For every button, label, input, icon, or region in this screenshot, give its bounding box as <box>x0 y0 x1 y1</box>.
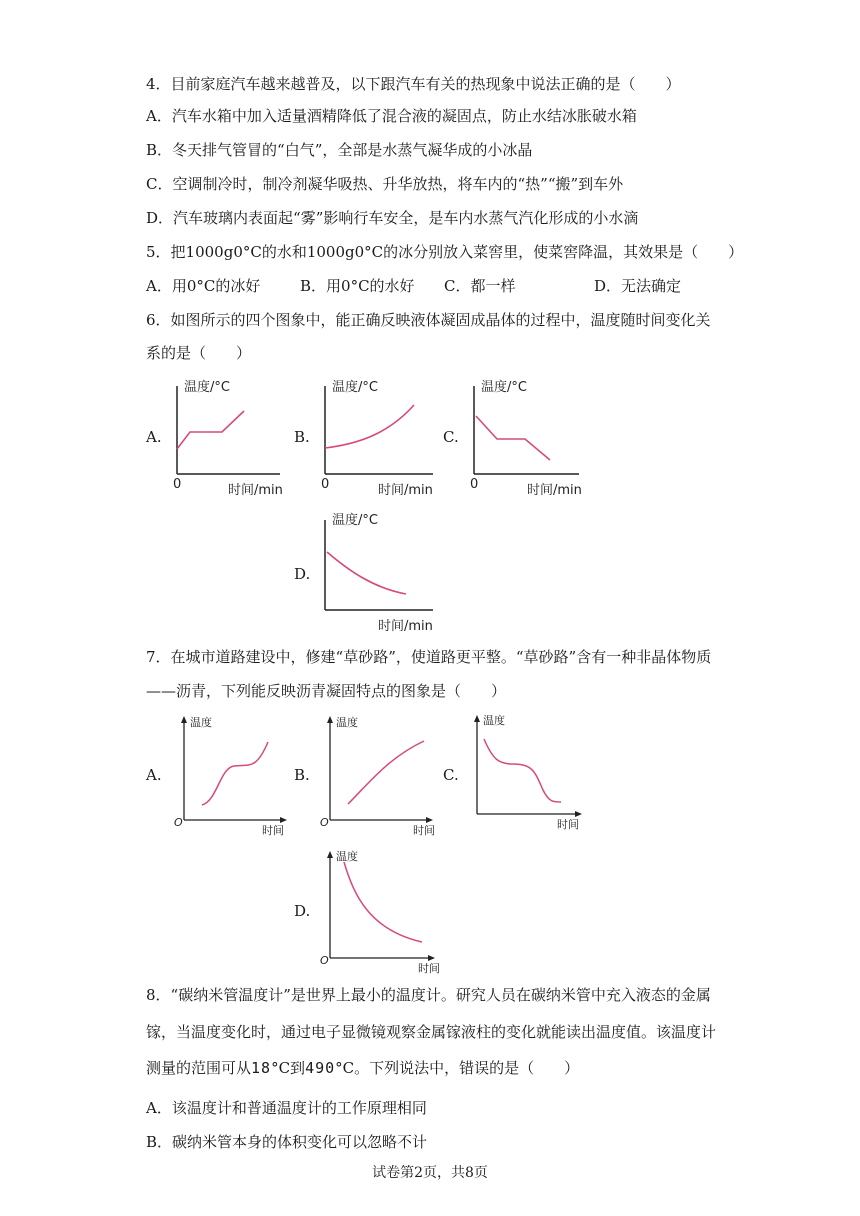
x-axis-arrow <box>575 811 582 817</box>
y-axis-label: 温度/°C <box>481 380 527 395</box>
q8-option-b: B．碳纳米管本身的体积变化可以忽略不计 <box>146 1133 428 1151</box>
y-axis-label: 温度 <box>336 716 358 729</box>
q7-graph-d-label: D. <box>294 902 311 920</box>
q6-graph-a <box>170 376 290 498</box>
page-footer: 试卷第2页，共8页 <box>372 1165 488 1181</box>
temperature-curve <box>202 742 268 805</box>
q6-graph-c-label: C. <box>443 428 459 446</box>
x-axis-label: 时间/min <box>228 483 283 498</box>
temperature-curve <box>325 405 414 448</box>
x-axis-label: 时间 <box>557 818 579 831</box>
q4-stem: 4．目前家庭汽车越来越普及，以下跟汽车有关的热现象中说法正确的是（ ） <box>146 75 681 93</box>
q5-option-d: D．无法确定 <box>594 277 682 295</box>
q4-option-a: A．汽车水箱中加入适量酒精降低了混合液的凝固点，防止水结冰胀破水箱 <box>146 107 637 125</box>
q6-graph-d <box>318 510 442 632</box>
origin-label: 0 <box>470 477 479 492</box>
q5-option-b: B．用0°C的水好 <box>300 277 415 295</box>
y-axis-label: 温度/°C <box>332 380 378 395</box>
q7-graph-d <box>318 848 442 975</box>
origin-label: 0 <box>321 477 330 492</box>
q7-graph-b <box>318 716 442 840</box>
q5-option-c: C．都一样 <box>444 277 516 295</box>
x-axis-label: 时间 <box>413 824 435 837</box>
temperature-curve <box>327 552 406 594</box>
x-axis-arrow <box>426 817 433 823</box>
y-axis-label: 温度 <box>483 714 505 727</box>
q6-graph-a-label: A. <box>146 428 162 446</box>
q8-line3-post: °C。下列说法中，错误的是（ ） <box>335 1059 580 1077</box>
q7-graph-a-label: A. <box>146 766 162 784</box>
y-axis-arrow <box>474 715 480 722</box>
q6-graph-b-label: B. <box>294 428 310 446</box>
temperature-curve <box>348 741 424 804</box>
y-axis-label: 温度 <box>336 850 358 863</box>
q4-option-d: D．汽车玻璃内表面起“雾”影响行车安全，是车内水蒸气汽化形成的小水滴 <box>146 209 639 227</box>
origin-label: O <box>320 816 329 829</box>
q4-option-b: B．冬天排气管冒的“白气”，全部是水蒸气凝华成的小冰晶 <box>146 141 533 159</box>
q4-option-c: C．空调制冷时，制冷剂凝华吸热、升华放热，将车内的“热”“搬”到车外 <box>146 175 624 193</box>
y-axis-arrow <box>327 716 333 723</box>
x-axis-arrow <box>280 817 287 823</box>
q5-option-a: A．用0°C的冰好 <box>146 277 261 295</box>
q8-line3-pre: 测量的范围可从 <box>146 1059 252 1077</box>
q6-graph-d-label: D. <box>294 565 311 583</box>
temperature-curve <box>476 416 550 460</box>
q8-range-min: 18 <box>251 1059 272 1077</box>
q8-line3-mid: °C到 <box>271 1059 306 1077</box>
x-axis-label: 时间 <box>262 824 284 837</box>
q6-graph-b <box>318 376 442 498</box>
y-axis-label: 温度/°C <box>332 513 378 528</box>
x-axis-label: 时间/min <box>378 619 433 634</box>
y-axis-label: 温度 <box>190 716 212 729</box>
q7-graph-c-label: C. <box>443 766 459 784</box>
q7-stem-line2: ——沥青，下列能反映沥青凝固特点的图象是（ ） <box>146 682 507 700</box>
q8-option-a: A．该温度计和普通温度计的工作原理相同 <box>146 1099 427 1117</box>
x-axis-label: 时间/min <box>378 483 433 498</box>
origin-label: O <box>320 954 329 967</box>
origin-label: 0 <box>173 477 182 492</box>
q8-line2: 镓，当温度变化时，通过电子显微镜观察金属镓液柱的变化就能读出温度值。该温度计 <box>146 1023 717 1041</box>
x-axis-label: 时间/min <box>527 483 582 498</box>
q7-graph-c <box>465 712 589 836</box>
x-axis-arrow <box>428 955 435 961</box>
q7-graph-a <box>172 716 292 840</box>
q5-stem: 5．把1000g0°C的水和1000g0°C的冰分别放入菜窖里，使菜窖降温，其效果是（ ） <box>146 243 744 261</box>
y-axis-arrow <box>181 716 187 723</box>
temperature-curve <box>484 739 561 802</box>
q8-line3 <box>146 1058 579 1078</box>
q7-graph-b-label: B. <box>294 766 310 784</box>
q6-stem-line2: 系的是（ ） <box>146 344 252 362</box>
q8-line1: 8．“碳纳米管温度计”是世界上最小的温度计。研究人员在碳纳米管中充入液态的金属 <box>146 986 711 1004</box>
y-axis-arrow <box>327 851 333 858</box>
y-axis-label: 温度/°C <box>184 380 230 395</box>
q7-stem-line1: 7．在城市道路建设中，修建“草砂路”，使道路更平整。“草砂路”含有一种非晶体物质 <box>146 648 712 666</box>
origin-label: O <box>174 816 183 829</box>
q8-range-max: 490 <box>305 1059 336 1077</box>
temperature-curve <box>344 862 422 942</box>
x-axis-label: 时间 <box>418 962 440 975</box>
q6-stem-line1: 6．如图所示的四个图象中，能正确反映液体凝固成晶体的过程中，温度随时间变化关 <box>146 311 711 329</box>
q6-graph-c <box>467 376 591 498</box>
temperature-curve <box>177 411 244 449</box>
